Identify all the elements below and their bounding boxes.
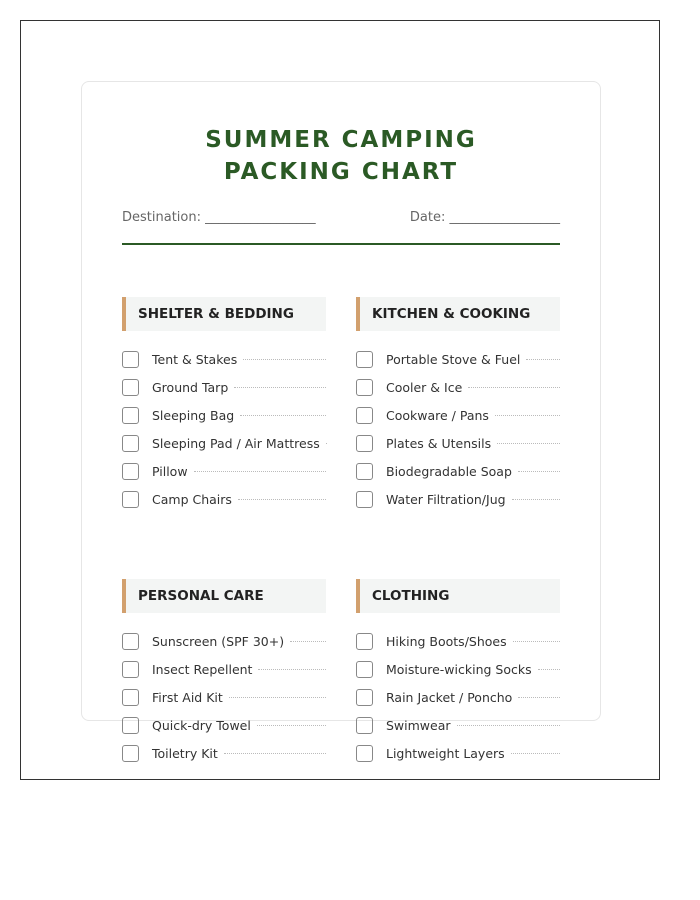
item-label: Rain Jacket / Poncho — [386, 689, 513, 705]
list-item — [356, 457, 560, 485]
dotted-leader — [512, 499, 560, 500]
checkbox[interactable] — [122, 661, 139, 678]
list-item — [122, 711, 326, 739]
date-field[interactable]: Date: _________________ — [409, 210, 560, 225]
item-label: Tent & Stakes — [152, 351, 238, 367]
item-label: Hiking Boots/Shoes — [386, 633, 507, 649]
list-item — [122, 683, 326, 711]
checkbox[interactable] — [356, 717, 373, 734]
list-item — [122, 655, 326, 683]
list-item — [122, 627, 326, 655]
list-item — [356, 485, 560, 513]
dotted-leader — [258, 669, 326, 670]
item-label: Toiletry Kit — [152, 745, 218, 761]
dotted-leader — [518, 697, 560, 698]
item-label: Portable Stove & Fuel — [386, 351, 521, 367]
section-header: SHELTER & BEDDING — [122, 297, 326, 331]
item-list — [356, 627, 560, 767]
dotted-leader — [257, 725, 326, 726]
checkbox[interactable] — [356, 689, 373, 706]
checkbox[interactable] — [356, 633, 373, 650]
list-item — [356, 345, 560, 373]
checkbox[interactable] — [122, 407, 139, 424]
list-item — [122, 457, 326, 485]
sections-grid — [122, 297, 560, 767]
page-title: SUMMER CAMPING PACKING CHART — [205, 127, 477, 185]
dotted-leader — [243, 359, 326, 360]
dotted-leader — [468, 387, 560, 388]
item-label: Swimwear — [386, 717, 451, 733]
dotted-leader — [513, 641, 560, 642]
checkbox[interactable] — [356, 435, 373, 452]
section-shelter-bedding — [122, 297, 326, 513]
list-item — [122, 345, 326, 373]
dotted-leader — [526, 359, 560, 360]
list-item — [356, 373, 560, 401]
checkbox[interactable] — [356, 463, 373, 480]
meta-row — [122, 210, 560, 225]
dotted-leader — [511, 753, 560, 754]
divider — [122, 243, 560, 245]
checkbox[interactable] — [122, 351, 139, 368]
dotted-leader — [457, 725, 560, 726]
dotted-leader — [229, 697, 326, 698]
item-label: Pillow — [152, 463, 188, 479]
item-label: Cooler & Ice — [386, 379, 463, 395]
item-label: Lightweight Layers — [386, 745, 505, 761]
dotted-leader — [518, 471, 560, 472]
dotted-leader — [497, 443, 560, 444]
checkbox[interactable] — [356, 407, 373, 424]
dotted-leader — [538, 669, 560, 670]
item-label: Water Filtration/Jug — [386, 491, 506, 507]
item-label: Biodegradable Soap — [386, 463, 512, 479]
list-item — [356, 711, 560, 739]
list-item — [356, 683, 560, 711]
item-list — [356, 345, 560, 513]
list-item — [122, 401, 326, 429]
list-item — [356, 429, 560, 457]
checkbox[interactable] — [122, 689, 139, 706]
section-header: CLOTHING — [356, 579, 560, 613]
section-personal-care — [122, 579, 326, 767]
list-item — [122, 485, 326, 513]
dotted-leader — [495, 415, 560, 416]
dotted-leader — [238, 499, 326, 500]
section-clothing — [356, 579, 560, 767]
list-item — [122, 373, 326, 401]
item-label: Camp Chairs — [152, 491, 232, 507]
checkbox[interactable] — [122, 463, 139, 480]
section-kitchen-cooking — [356, 297, 560, 513]
checkbox[interactable] — [122, 717, 139, 734]
item-label: Sleeping Pad / Air Mattress — [152, 435, 320, 451]
item-label: Cookware / Pans — [386, 407, 489, 423]
checkbox[interactable] — [356, 491, 373, 508]
checkbox[interactable] — [356, 351, 373, 368]
checkbox[interactable] — [122, 379, 139, 396]
item-label: Quick-dry Towel — [152, 717, 251, 733]
list-item — [356, 401, 560, 429]
item-label: Sleeping Bag — [152, 407, 235, 423]
dotted-leader — [194, 471, 326, 472]
dotted-leader — [224, 753, 326, 754]
checkbox[interactable] — [122, 491, 139, 508]
checkbox[interactable] — [356, 379, 373, 396]
destination-field[interactable]: Destination: _________________ — [122, 210, 316, 225]
section-header: KITCHEN & COOKING — [356, 297, 560, 331]
item-label: Insect Repellent — [152, 661, 253, 677]
dotted-leader — [234, 387, 326, 388]
item-list — [122, 627, 326, 767]
list-item — [122, 429, 326, 457]
checkbox[interactable] — [356, 745, 373, 762]
item-label: Sunscreen (SPF 30+) — [152, 633, 285, 649]
dotted-leader — [290, 641, 326, 642]
checkbox[interactable] — [122, 435, 139, 452]
item-label: Plates & Utensils — [386, 435, 492, 451]
section-header: PERSONAL CARE — [122, 579, 326, 613]
list-item — [356, 655, 560, 683]
list-item — [122, 739, 326, 767]
item-label: Ground Tarp — [152, 379, 229, 395]
checkbox[interactable] — [122, 745, 139, 762]
list-item — [356, 627, 560, 655]
item-list — [122, 345, 326, 513]
packing-chart — [122, 120, 560, 767]
list-item — [356, 739, 560, 767]
checkbox[interactable] — [356, 661, 373, 678]
item-label: Moisture-wicking Socks — [386, 661, 532, 677]
item-label: First Aid Kit — [152, 689, 223, 705]
dotted-leader — [240, 415, 326, 416]
checkbox[interactable] — [122, 633, 139, 650]
